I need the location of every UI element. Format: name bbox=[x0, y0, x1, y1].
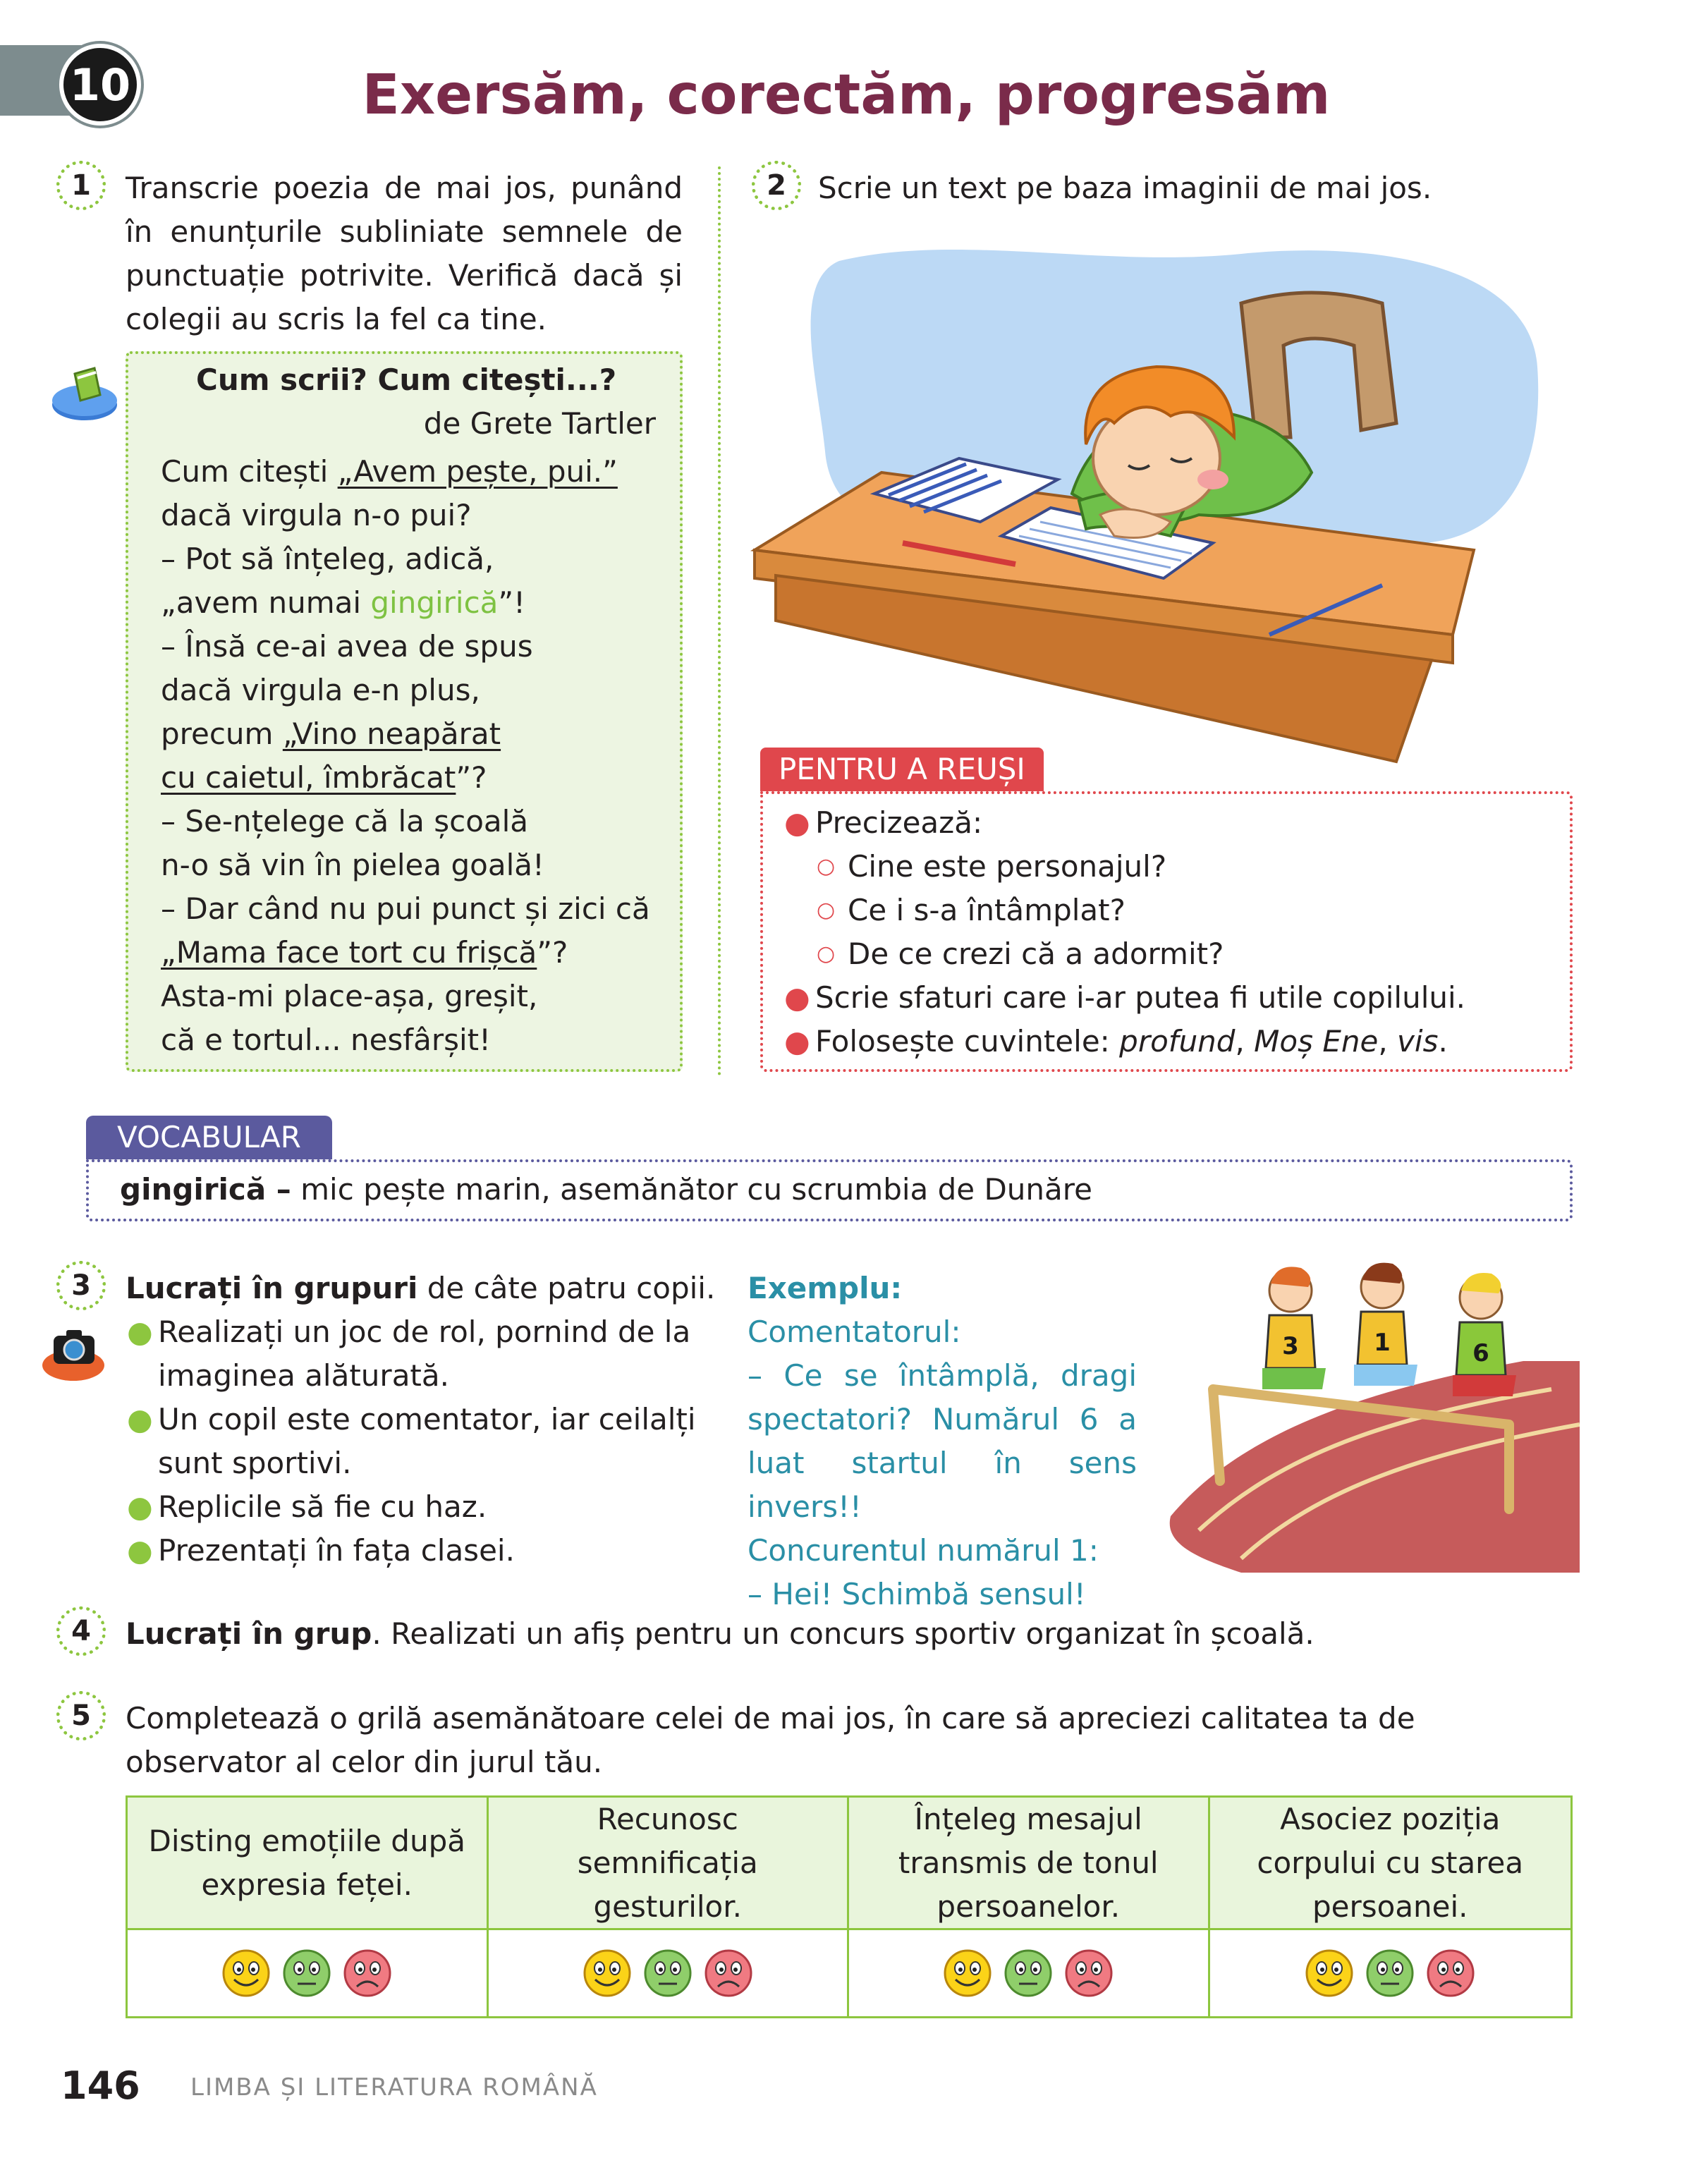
ex2-number: 2 bbox=[752, 161, 801, 210]
column-divider bbox=[718, 166, 721, 1076]
ex3-bullet: ● Prezentați în fața clasei. bbox=[127, 1533, 515, 1568]
observer-grid bbox=[126, 1795, 1573, 2018]
sad-face-icon[interactable] bbox=[1426, 1948, 1475, 1998]
runner-bib: 1 bbox=[1374, 1329, 1391, 1357]
poem-line: „Mama face tort cu frișcă”? bbox=[161, 935, 568, 970]
example-line: – Ce se întâmplă, dragi spectatori? Numărul 6 a luat startul în sens invers!! bbox=[748, 1358, 1137, 1524]
runners-illustration bbox=[1157, 1248, 1580, 1573]
neutral-face-icon[interactable] bbox=[282, 1948, 331, 1998]
vocab-label: VOCABULAR bbox=[86, 1116, 332, 1159]
poem-line: – Se-nțelege că la școală bbox=[161, 804, 529, 838]
runner-bib: 6 bbox=[1472, 1339, 1489, 1367]
tip-subbullet: ○ Ce i s-a întâmplat? bbox=[817, 893, 1126, 927]
tip-label: PENTRU A REUȘI bbox=[760, 748, 1044, 791]
poem-line: – Pot să înțeleg, adică, bbox=[161, 542, 494, 576]
ex3-number: 3 bbox=[56, 1261, 106, 1310]
tip-bullet: ● Precizează: bbox=[784, 805, 983, 840]
ex5-instruction: Completează o grilă asemănătoare celei de mai jos, în care să apreciezi calitatea ta de observator al celor din jurul tău. bbox=[126, 1701, 1415, 1779]
grid-header: Recunosc semnificația gesturilor. bbox=[489, 1798, 850, 1930]
ex3-bullet: ● Replicile să fie cu haz. bbox=[127, 1489, 487, 1524]
happy-face-icon[interactable] bbox=[943, 1948, 992, 1998]
sad-face-icon[interactable] bbox=[704, 1948, 753, 1998]
poem-line: dacă virgula e-n plus, bbox=[161, 673, 480, 707]
tip-subbullet: ○ Cine este personajul? bbox=[817, 849, 1167, 884]
sad-face-icon[interactable] bbox=[1064, 1948, 1114, 1998]
example-block bbox=[748, 1267, 1137, 1616]
tip-bullet: ● Folosește cuvintele: profund, Moș Ene, vis. bbox=[784, 1024, 1448, 1059]
example-line: Concurentul numărul 1: bbox=[748, 1533, 1099, 1568]
ex3-list bbox=[126, 1310, 711, 1573]
poem-line: cu caietul, îmbrăcat”? bbox=[161, 760, 487, 795]
ex4-text: Lucrați în grup. Realizati un afiș pentru un concurs sportiv organizat în școală. bbox=[126, 1616, 1314, 1651]
footer-subject: LIMBA ȘI LITERATURA ROMÂNĂ bbox=[190, 2073, 598, 2102]
ex1-number: 1 bbox=[56, 161, 106, 210]
neutral-face-icon[interactable] bbox=[1365, 1948, 1415, 1998]
grid-faces-cell bbox=[489, 1930, 850, 2016]
ex3-bullet: ● Realizați un joc de rol, pornind de la imaginea alăturată. bbox=[127, 1315, 691, 1393]
happy-face-icon[interactable] bbox=[1305, 1948, 1354, 1998]
example-line: Comentatorul: bbox=[748, 1315, 961, 1349]
ex4-number: 4 bbox=[56, 1606, 106, 1656]
tip-list bbox=[783, 801, 1558, 1063]
poem-line: Cum citești „Avem pește, pui.” bbox=[161, 454, 618, 489]
grid-faces-cell bbox=[1210, 1930, 1571, 2016]
lesson-number: 10 bbox=[69, 59, 131, 111]
sad-face-icon[interactable] bbox=[343, 1948, 392, 1998]
grid-header: Asociez poziția corpului cu starea persoanei. bbox=[1210, 1798, 1571, 1930]
vocab-entry: gingirică – mic pește marin, asemănător cu scrumbia de Dunăre bbox=[120, 1172, 1092, 1207]
poem-line: – Dar când nu pui punct și zici că bbox=[161, 891, 650, 926]
grid-faces-cell bbox=[128, 1930, 489, 2016]
tip-subbullet: ○ De ce crezi că a adormit? bbox=[817, 937, 1224, 971]
edit-icon bbox=[49, 361, 127, 425]
ex3-bullet: ● Un copil este comentator, iar ceilalți sunt sportivi. bbox=[127, 1402, 696, 1480]
poem-line: – Însă ce-ai avea de spus bbox=[161, 629, 533, 664]
neutral-face-icon[interactable] bbox=[1004, 1948, 1053, 1998]
example-line: – Hei! Schimbă sensul! bbox=[748, 1577, 1086, 1611]
camera-icon bbox=[39, 1323, 110, 1384]
tip-bullet: ● Scrie sfaturi care i-ar putea fi utile copilului. bbox=[784, 980, 1466, 1015]
ex1-instruction: Transcrie poezia de mai jos, punând în enunțurile subliniate semnele de punctuație potrivite. Verifică dacă și colegii au scris la fel ca tine. bbox=[126, 171, 683, 336]
page-number: 146 bbox=[61, 2063, 140, 2108]
poem-author: de Grete Tartler bbox=[423, 406, 656, 441]
ex2-instruction: Scrie un text pe baza imaginii de mai jos. bbox=[818, 171, 1432, 205]
neutral-face-icon[interactable] bbox=[643, 1948, 693, 1998]
example-title: Exemplu: bbox=[748, 1271, 903, 1305]
runner-bib: 3 bbox=[1282, 1332, 1299, 1360]
poem-line: precum „Vino neapărat bbox=[161, 716, 501, 751]
ex5-number: 5 bbox=[56, 1691, 106, 1740]
poem-line: n-o să vin în pielea goală! bbox=[161, 848, 544, 882]
poem-line: că e tortul... nesfârșit! bbox=[161, 1023, 491, 1057]
lesson-number-badge bbox=[59, 44, 141, 126]
grid-faces-cell bbox=[849, 1930, 1210, 2016]
grid-header: Disting emoțiile după expresia feței. bbox=[128, 1798, 489, 1930]
poem-line: Asta-mi place-așa, greșit, bbox=[161, 979, 538, 1013]
poem-title: Cum scrii? Cum citești...? bbox=[196, 362, 617, 397]
happy-face-icon[interactable] bbox=[582, 1948, 632, 1998]
sleeping-boy-illustration bbox=[748, 240, 1580, 776]
grid-header: Înțeleg mesajul transmis de tonul persoanelor. bbox=[849, 1798, 1210, 1930]
page-title: Exersăm, corectăm, progresăm bbox=[362, 63, 1331, 127]
ex3-intro: Lucrați în grupuri de câte patru copii. bbox=[126, 1271, 716, 1305]
happy-face-icon[interactable] bbox=[221, 1948, 271, 1998]
poem-text bbox=[161, 450, 676, 1062]
poem-line: dacă virgula n-o pui? bbox=[161, 498, 472, 532]
poem-line: „avem numai gingirică”! bbox=[161, 585, 526, 620]
